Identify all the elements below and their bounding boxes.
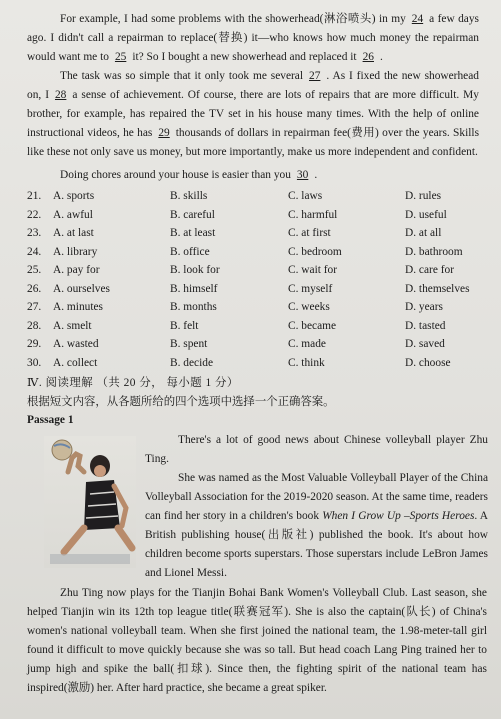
- blank-28: 28: [54, 89, 67, 101]
- blank-24: 24: [411, 13, 424, 25]
- option-row-29: [27, 335, 487, 354]
- cloze-paragraph-2: [27, 67, 479, 162]
- question-number: 26.: [27, 282, 42, 295]
- paragraph-text: .: [314, 169, 318, 181]
- question-number: 30.: [27, 356, 42, 369]
- option-c: C. bedroom: [288, 245, 342, 258]
- option-d: D. themselves: [405, 282, 470, 295]
- blank-26: 26: [362, 51, 374, 63]
- option-b: B. office: [170, 245, 210, 258]
- blank-25: 25: [114, 51, 127, 63]
- option-c: C. think: [288, 356, 325, 369]
- option-a: A. wasted: [53, 338, 99, 350]
- option-a: A. collect: [53, 356, 98, 369]
- option-b: B. felt: [170, 319, 199, 332]
- option-b: B. careful: [170, 208, 215, 221]
- option-c: C. wait for: [288, 264, 338, 276]
- option-row-30: [27, 354, 487, 373]
- blank-30: 30: [296, 169, 309, 181]
- blank-27: 27: [309, 70, 321, 82]
- option-d: D. bathroom: [405, 245, 463, 258]
- question-number: 21.: [27, 190, 42, 202]
- option-d: D. rules: [405, 190, 442, 202]
- question-number: 29.: [27, 338, 42, 350]
- paragraph-text: thousands of dollars in repairman fee(费用) over the years. Skills like these not only save us money, but more importantly, make us more independent and confident.: [27, 127, 479, 158]
- option-b: B. spent: [170, 338, 208, 350]
- option-row-21: [27, 187, 487, 206]
- option-a: A. pay for: [53, 264, 100, 276]
- passage-paragraph-3: Zhu Ting now plays for the Tianjin Bohai Bank Women's Volleyball Club. Last season, she helped Tianjin win its 12th top league title(联赛冠军). She is also the captain(队长) of China's women's national volleyball team. When she first joined the national team, the 1.98-meter-tall girl found it difficult to move quickly because she was so tall. But head coach Lang Ping trained her to jump high and spike the ball(扣球). Since then, the fighting spirit of the national team has inspired(激励) her. After hard practice, she became a great spiker.: [27, 587, 487, 694]
- option-b: B. himself: [170, 282, 218, 295]
- option-c: C. laws: [288, 190, 323, 202]
- question-number: 27.: [27, 301, 42, 313]
- passage-sentence-1: There's a lot of good news about Chinese volleyball player Zhu Ting.: [145, 434, 488, 465]
- option-c: C. made: [288, 338, 326, 350]
- paragraph-text: .: [379, 51, 383, 63]
- option-row-22: [27, 206, 487, 225]
- option-d: D. saved: [405, 338, 445, 350]
- paragraph-text: . A British publishing house(出版社) published the book. It's about how children become sports superstars. Those superstars include LeBron James and Lionel Messi.: [145, 510, 488, 579]
- question-number: 28.: [27, 319, 42, 332]
- question-number: 22.: [27, 208, 42, 221]
- passage-paragraph-2: [145, 469, 488, 583]
- option-c: C. weeks: [288, 301, 330, 313]
- option-c: C. harmful: [288, 208, 338, 221]
- option-row-24: [27, 243, 487, 262]
- cloze-paragraph-3: [27, 166, 479, 185]
- option-a: A. smelt: [53, 319, 92, 332]
- option-b: B. skills: [170, 190, 208, 202]
- volleyball-player-illustration: [44, 436, 136, 568]
- paragraph-text: She was named as the Most Valuable Volleyball Player of the China Volleyball Association for the 2019-2020 season. At the same time, readers can find her story in a children's book: [145, 472, 488, 522]
- option-b: B. decide: [170, 356, 214, 369]
- passage-intro: [145, 431, 488, 583]
- option-a: A. ourselves: [53, 282, 110, 295]
- option-b: B. look for: [170, 264, 220, 276]
- blank-29: 29: [158, 127, 170, 139]
- book-title: When I Grow Up –Sports Heroes: [322, 510, 475, 522]
- option-row-25: [27, 261, 487, 280]
- option-row-23: [27, 224, 487, 243]
- option-row-27: [27, 298, 487, 317]
- options-table: [27, 187, 487, 372]
- option-a: A. minutes: [53, 301, 103, 313]
- option-d: D. useful: [405, 208, 447, 221]
- question-number: 24.: [27, 245, 42, 258]
- option-b: B. at least: [170, 227, 216, 239]
- question-number: 23.: [27, 227, 42, 239]
- option-b: B. months: [170, 301, 217, 313]
- volleyball-player-photo: [44, 436, 136, 568]
- option-a: A. awful: [53, 208, 93, 221]
- option-c: C. at first: [288, 227, 331, 239]
- passage-label: Passage 1: [27, 414, 74, 426]
- paragraph-text: a few days ago. I didn't call a repairman to replace(替换) it—who knows how much money the repairman would want me to: [27, 13, 479, 63]
- section-title: Ⅳ. 阅读理解 （共 20 分， 每小题 1 分）: [27, 377, 239, 389]
- question-number: 25.: [27, 264, 42, 276]
- paragraph-text: For example, I had some problems with the showerhead(淋浴喷头) in my: [60, 13, 406, 25]
- option-c: C. myself: [288, 282, 333, 295]
- option-a: A. at last: [53, 227, 94, 239]
- option-d: D. at all: [405, 227, 442, 239]
- option-a: A. sports: [53, 190, 95, 202]
- option-d: D. years: [405, 301, 443, 313]
- cloze-paragraph-1: [27, 10, 479, 67]
- option-row-26: [27, 280, 487, 299]
- paragraph-text: . As I fixed the new showerhead on, I: [27, 70, 479, 101]
- paragraph-text: Doing chores around your house is easier than you: [60, 169, 291, 181]
- option-d: D. tasted: [405, 319, 446, 332]
- option-a: A. library: [53, 245, 98, 258]
- option-c: C. became: [288, 319, 337, 332]
- paragraph-text: The task was so simple that it only took me several: [60, 70, 304, 82]
- paragraph-text: it? So I bought a new showerhead and replaced it: [132, 51, 357, 63]
- option-d: D. care for: [405, 264, 455, 276]
- section-instruction: 根据短文内容，从各题所给的四个选项中选择一个正确答案。: [27, 396, 335, 408]
- paragraph-text: a sense of achievement. Of course, there are lots of repairs that are more difficult. My brother, for example, has repaired the TV set in his house many times. With the help of online instructional videos, he has: [27, 89, 479, 139]
- option-row-28: [27, 317, 487, 336]
- option-d: D. choose: [405, 356, 451, 369]
